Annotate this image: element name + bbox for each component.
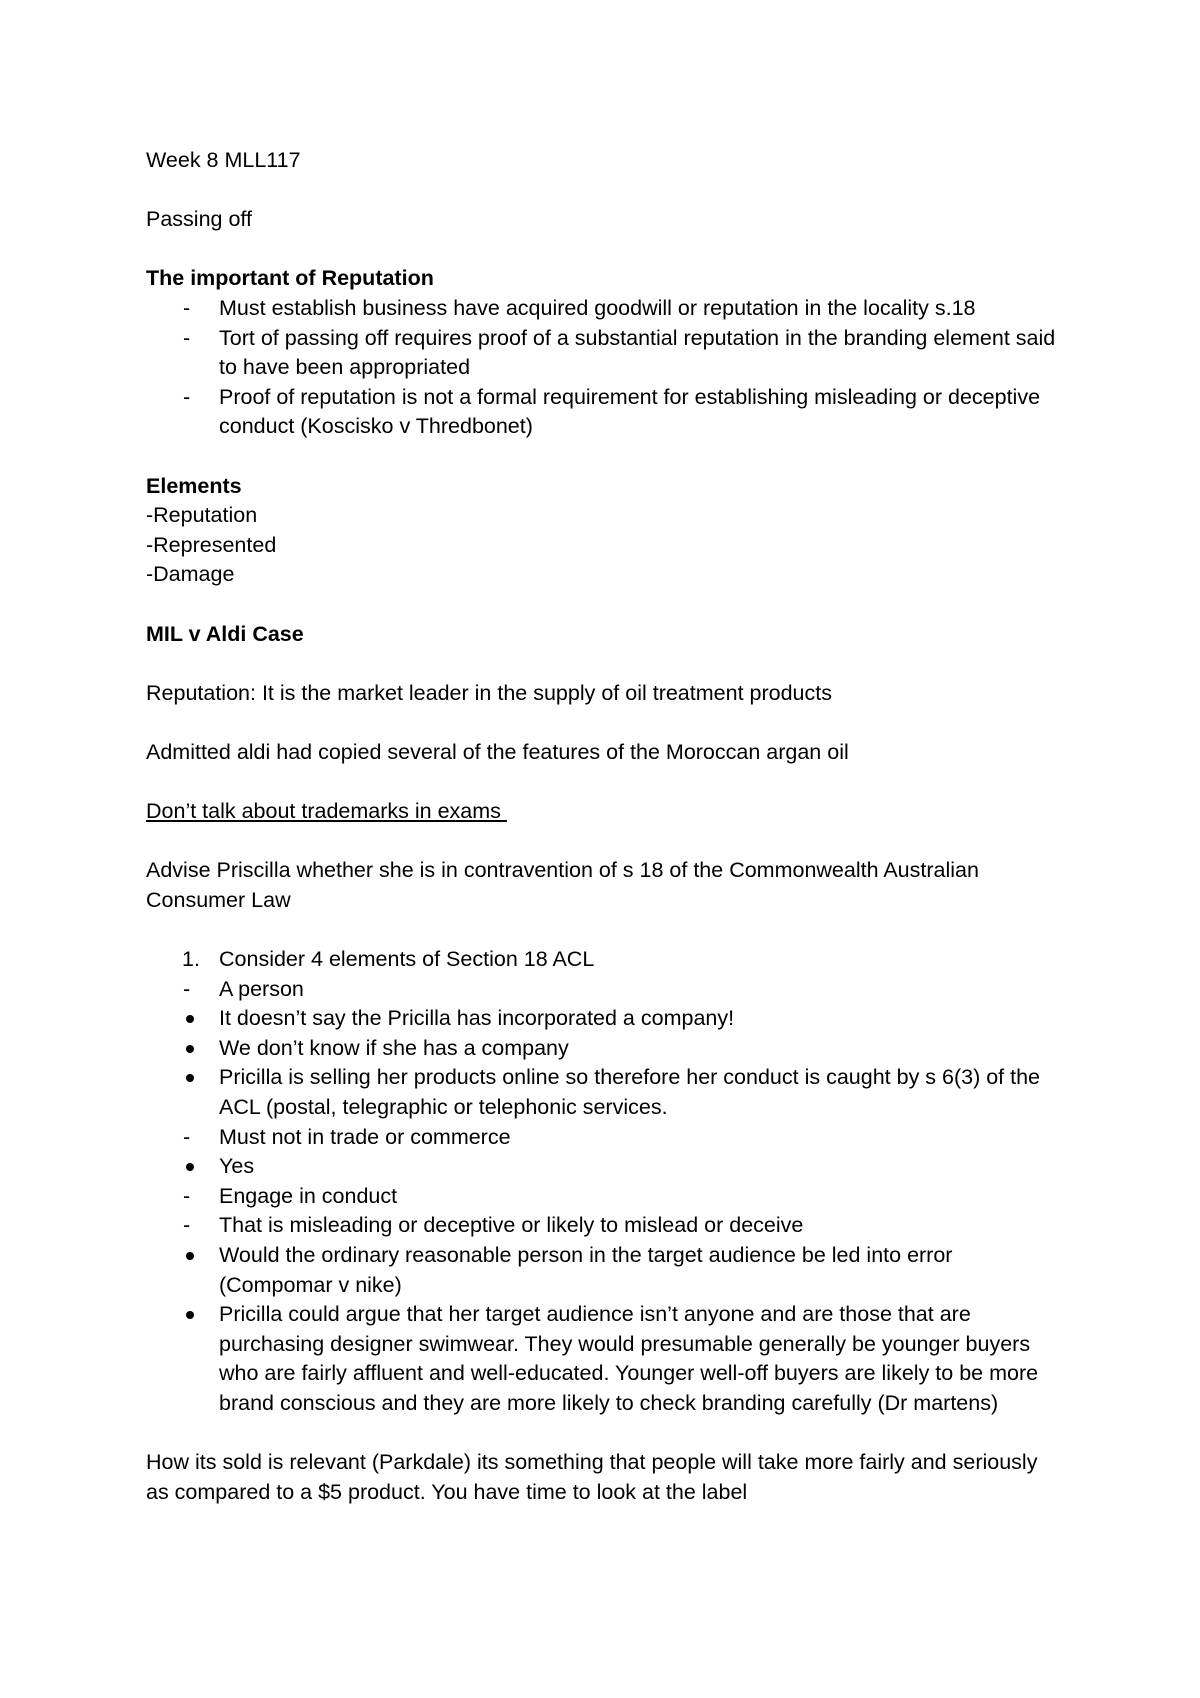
- list-item: [146, 1063, 1066, 1122]
- list-item: [146, 1182, 1066, 1212]
- elements-item: -Damage: [146, 562, 235, 587]
- elements-item: -Reputation: [146, 503, 258, 528]
- spacer: [146, 649, 1066, 679]
- spacer: [146, 590, 1066, 620]
- bullet-icon: [186, 1074, 194, 1082]
- spacer: [146, 767, 1066, 797]
- list-item-text: Must establish business have acquired goodwill or reputation in the locality s.18: [219, 295, 976, 320]
- bullet-icon: [186, 1252, 194, 1260]
- spacer: [146, 708, 1066, 738]
- list-item-text: Would the ordinary reasonable person in the target audience be led into error (Compomar v nike): [219, 1242, 953, 1297]
- reputation-heading: The important of Reputation: [146, 266, 434, 291]
- list-item: [146, 1152, 1066, 1182]
- list-item: [146, 294, 1066, 324]
- number-marker: 1.: [182, 947, 200, 972]
- list-item: [146, 1300, 1066, 1418]
- list-item-text: It doesn’t say the Pricilla has incorporated a company!: [219, 1006, 735, 1031]
- closing-paragraph: How its sold is relevant (Parkdale) its something that people will take more fairly and seriously as compared to a $5 product. You have time to look at the label: [146, 1450, 1038, 1504]
- case-heading: MIL v Aldi Case: [146, 621, 304, 646]
- spacer: [146, 915, 1066, 945]
- bullet-icon: [186, 1045, 194, 1053]
- analysis-items: [146, 975, 1066, 1419]
- document-body: [146, 146, 1066, 1507]
- list-item: [146, 1034, 1066, 1064]
- list-item: [146, 1241, 1066, 1300]
- document-subtitle: Passing off: [146, 207, 252, 232]
- spacer: [146, 176, 1066, 206]
- list-item: [146, 324, 1066, 383]
- analysis-list: [146, 945, 1066, 1419]
- list-item-text: Tort of passing off requires proof of a substantial reputation in the branding element said to have been appropriated: [219, 325, 1056, 380]
- list-item: [146, 1211, 1066, 1241]
- dash-marker: -: [183, 1213, 191, 1238]
- list-item: [146, 975, 1066, 1005]
- spacer: [146, 442, 1066, 472]
- list-item-text: Proof of reputation is not a formal requirement for establishing misleading or deceptive conduct (Koscisko v Thredbonet): [219, 384, 1041, 439]
- dash-marker: -: [183, 325, 191, 350]
- reputation-list: [146, 294, 1066, 442]
- spacer: [146, 235, 1066, 265]
- list-item-text: Pricilla is selling her products online so therefore her conduct is caught by s 6(3) of the ACL (postal, telegraphic or telephonic services.: [219, 1065, 1041, 1119]
- list-item-text: A person: [219, 976, 304, 1001]
- list-item-text: Must not in trade or commerce: [219, 1124, 511, 1149]
- spacer: [146, 827, 1066, 857]
- list-item: [146, 1004, 1066, 1034]
- reputation-line: Reputation: It is the market leader in the supply of oil treatment products: [146, 680, 832, 705]
- admitted-line: Admitted aldi had copied several of the features of the Moroccan argan oil: [146, 739, 849, 764]
- dash-marker: -: [183, 1124, 191, 1149]
- list-item-text: Yes: [219, 1154, 255, 1179]
- bullet-icon: [186, 1311, 194, 1319]
- list-item: [146, 1123, 1066, 1153]
- bullet-icon: [186, 1015, 194, 1023]
- list-item: [146, 383, 1066, 442]
- list-item-text: That is misleading or deceptive or likely to mislead or deceive: [219, 1213, 804, 1238]
- list-item-text: Pricilla could argue that her target audience isn’t anyone and are those that are purchasing designer swimwear. They would presumable generally be younger buyers who are fairly affluent and well-educated. Younger well-off buyers are likely to be more brand conscious and they are more likely to check branding carefully (Dr martens): [219, 1302, 1039, 1415]
- dash-marker: -: [183, 1183, 191, 1208]
- elements-heading: Elements: [146, 473, 242, 498]
- list-item-text: We don’t know if she has a company: [219, 1035, 569, 1060]
- list-item-text: Engage in conduct: [219, 1183, 398, 1208]
- dash-marker: -: [183, 976, 191, 1001]
- bullet-icon: [186, 1163, 194, 1171]
- spacer: [146, 1419, 1066, 1449]
- dash-marker: -: [183, 384, 191, 409]
- advise-paragraph: Advise Priscilla whether she is in contravention of s 18 of the Commonwealth Australian Consumer Law: [146, 858, 979, 912]
- numbered-item: [146, 945, 1066, 975]
- dash-marker: -: [183, 295, 191, 320]
- trademark-note: Don’t talk about trademarks in exams: [146, 799, 507, 824]
- document-title: Week 8 MLL117: [146, 148, 301, 172]
- elements-item: -Represented: [146, 532, 277, 557]
- list-item-text: Consider 4 elements of Section 18 ACL: [219, 947, 595, 972]
